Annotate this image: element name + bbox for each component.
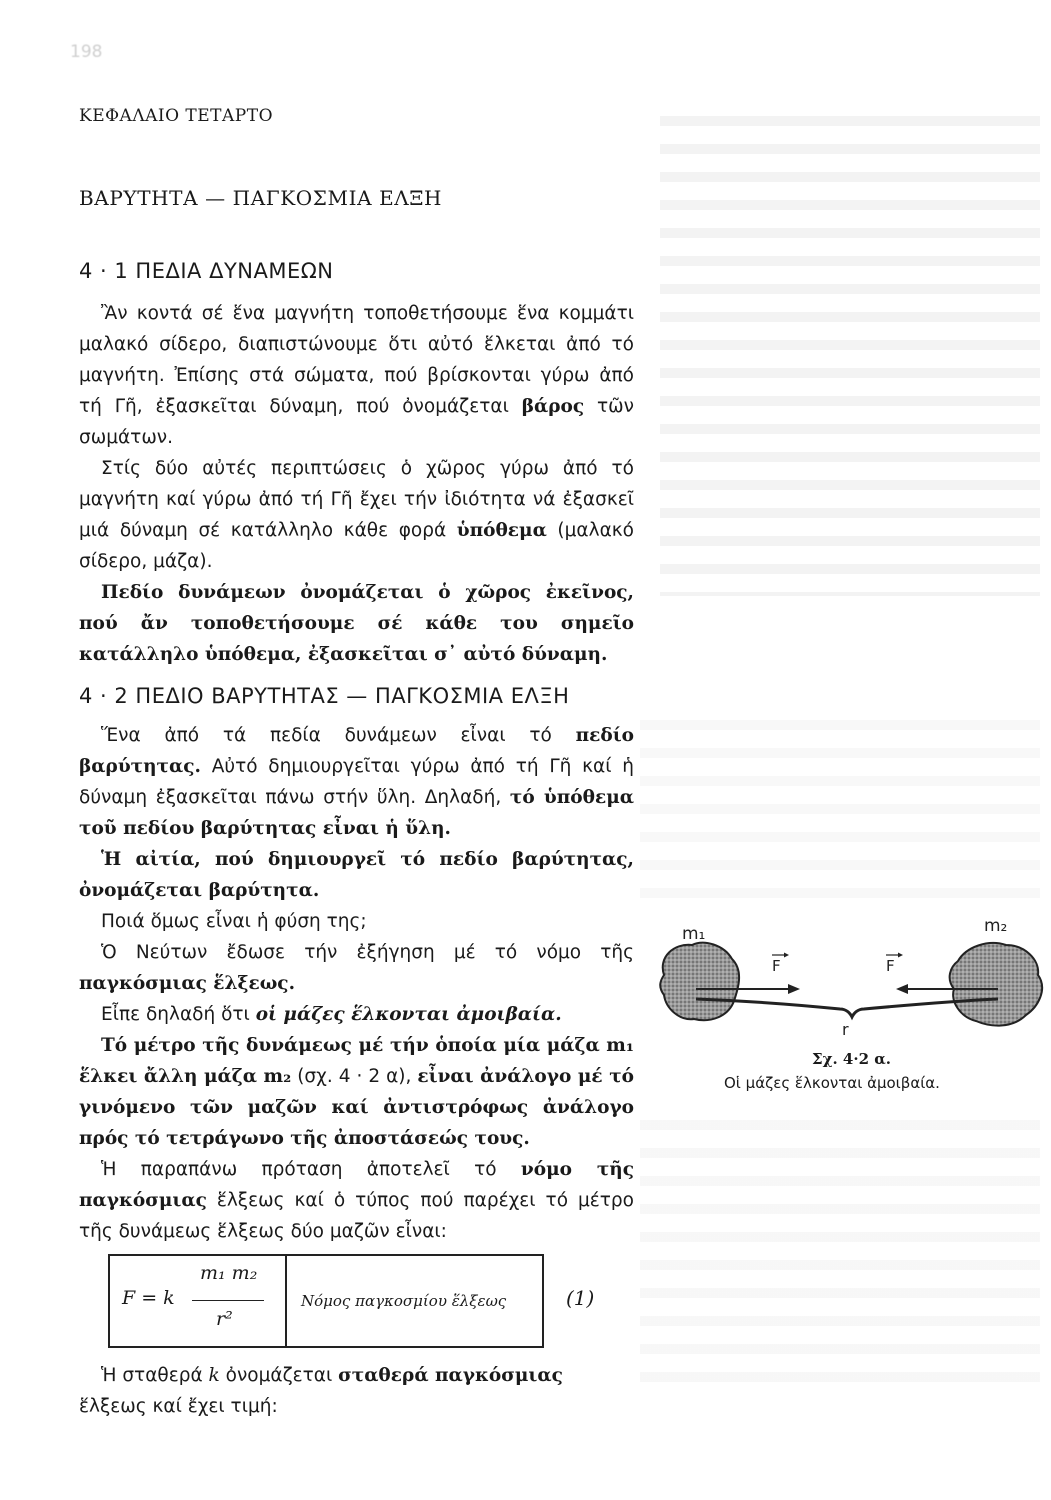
label-m1: m₁ — [682, 924, 706, 944]
page-title: ΒΑΡΥΤΗΤΑ — ΠΑΓΚΟΣΜΙΑ ΕΛΞΗ — [79, 186, 443, 210]
label-force-right: F — [886, 957, 895, 975]
formula-numerator: m₁ m₂ — [200, 1262, 258, 1284]
section-heading-4-1: 4 · 1 ΠΕΔΙΑ ΔΥΝΑΜΕΩΝ — [79, 259, 334, 283]
label-force-left: F — [772, 957, 781, 975]
vector-mark-right-tip — [898, 953, 903, 958]
vector-mark-left-tip — [784, 953, 789, 958]
paragraph: Στίς δύο αὐτές περιπτώσεις ὁ χῶρος γύρω ἀπό τό μαγνήτη καί γύρω ἀπό τή Γῆ ἔχει τήν ἰδιότητα νά ἐξασκεῖ μιά δύναμη σέ κατάλληλο κάθε φορά ὑπόθεμα (μαλακό σίδερο, μάζα). — [79, 458, 634, 572]
figure-masses-attract — [640, 905, 1051, 1055]
formula-expression — [110, 1256, 287, 1346]
formula-denominator: r² — [216, 1308, 233, 1330]
chapter-label: ΚΕΦΑΛΑΙΟ ΤΕΤΑΡΤΟ — [79, 106, 274, 126]
mass-1-blob — [660, 943, 739, 1021]
equation-number: (1) — [566, 1286, 595, 1310]
section-4-1-body — [79, 298, 634, 670]
arrowhead-left — [788, 984, 800, 994]
label-distance-r: r — [842, 1020, 849, 1039]
bleed-through-header: 198 — [70, 42, 741, 62]
bleed-through-text-bottom — [640, 1120, 1040, 1400]
bleed-through-text-right — [660, 116, 1040, 596]
figure-caption-text: Οἱ μάζες ἕλκονται ἀμοιβαία. — [724, 1074, 940, 1092]
paragraph-continued: ἕλξεως καί ἔχει τιμή: — [79, 1396, 278, 1417]
mass-2-blob — [950, 943, 1042, 1026]
section-heading-4-2: 4 · 2 ΠΕΔΙΟ ΒΑΡΥΤΗΤΑΣ — ΠΑΓΚΟΣΜΙΑ ΕΛΞΗ — [79, 684, 570, 708]
formula-box — [108, 1254, 544, 1348]
paragraph: Ἂν κοντά σέ ἕνα μαγνήτη τοποθετήσουμε ἕνα κομμάτι μαλακό σίδερο, διαπιστώνουμε ὅτι αὐτό ἕλκεται ἀπό τό μαγνήτη. Ἐπίσης στά σώματα, πού βρίσκονται γύρω ἀπό τή Γῆ, ἐξασκεῖται δύναμη, πού ὀνομάζεται βάρος τῶν σωμάτων. — [79, 303, 634, 448]
figure-caption-number: Σχ. 4·2 α. — [812, 1050, 891, 1068]
paragraph: Ἡ παραπάνω πρόταση ἀποτελεῖ τό νόμο τῆς παγκόσμιας ἕλξεως καί ὁ τύπος πού παρέχει τό μέτρο τῆς δυνάμεως ἕλξεως δύο μαζῶν εἶναι: — [79, 1159, 634, 1242]
paragraph: Τό μέτρο τῆς δυνάμεως μέ τήν ὁποία μία μάζα m₁ ἕλκει ἄλλη μάζα m₂ (σχ. 4 · 2 α), εἶναι ἀνάλογο μέ τό γινόμενο τῶν μαζῶν καί ἀντιστρόφως ἀνάλογο πρός τό τετράγωνο τῆς ἀποστάσεώς τους. — [79, 1035, 634, 1149]
paragraph: Ἡ αἰτία, πού δημιουργεῖ τό πεδίο βαρύτητας, ὀνομάζεται βαρύτητα. — [79, 849, 634, 901]
formula-lhs: F = k — [122, 1287, 175, 1309]
section-4-2-body — [79, 720, 634, 1247]
distance-brace — [696, 999, 998, 1017]
bleed-through-text-left — [640, 720, 1040, 900]
paragraph: Ἕνα ἀπό τά πεδία δυνάμεων εἶναι τό πεδίο βαρύτητας. Αὐτό δημιουργεῖται γύρω ἀπό τή Γῆ καί ἡ δύναμη ἐξασκεῖται πάνω στήν ὕλη. Δηλαδή, τό ὑπόθεμα τοῦ πεδίου βαρύτητας εἶναι ἡ ὕλη. — [79, 725, 634, 839]
paragraph: Ὁ Νεύτων ἔδωσε τήν ἐξήγηση μέ τό νόμο τῆς παγκόσμιας ἕλξεως. — [79, 942, 634, 994]
definition-paragraph: Πεδίο δυνάμεων ὀνομάζεται ὁ χῶρος ἐκεῖνος, πού ἄν τοποθετήσουμε σέ κάθε του σημεῖο κατάλληλο ὑπόθεμα, ἐξασκεῖται σ᾽ αὐτό δύναμη. — [79, 582, 634, 665]
arrowhead-right — [896, 984, 908, 994]
paragraph: Εἶπε δηλαδή ὅτι οἱ μάζες ἕλκονται ἀμοιβαία. — [101, 1004, 562, 1025]
label-m2: m₂ — [984, 916, 1008, 936]
formula-name: Νόμος παγκοσμίου ἕλξεως — [301, 1292, 507, 1310]
paragraph: Ἡ σταθερά k ὀνομάζεται σταθερά παγκόσμιας — [101, 1365, 563, 1386]
paragraph: Ποιά ὅμως εἶναι ἡ φύση της; — [101, 911, 367, 932]
fraction-bar — [192, 1300, 264, 1301]
